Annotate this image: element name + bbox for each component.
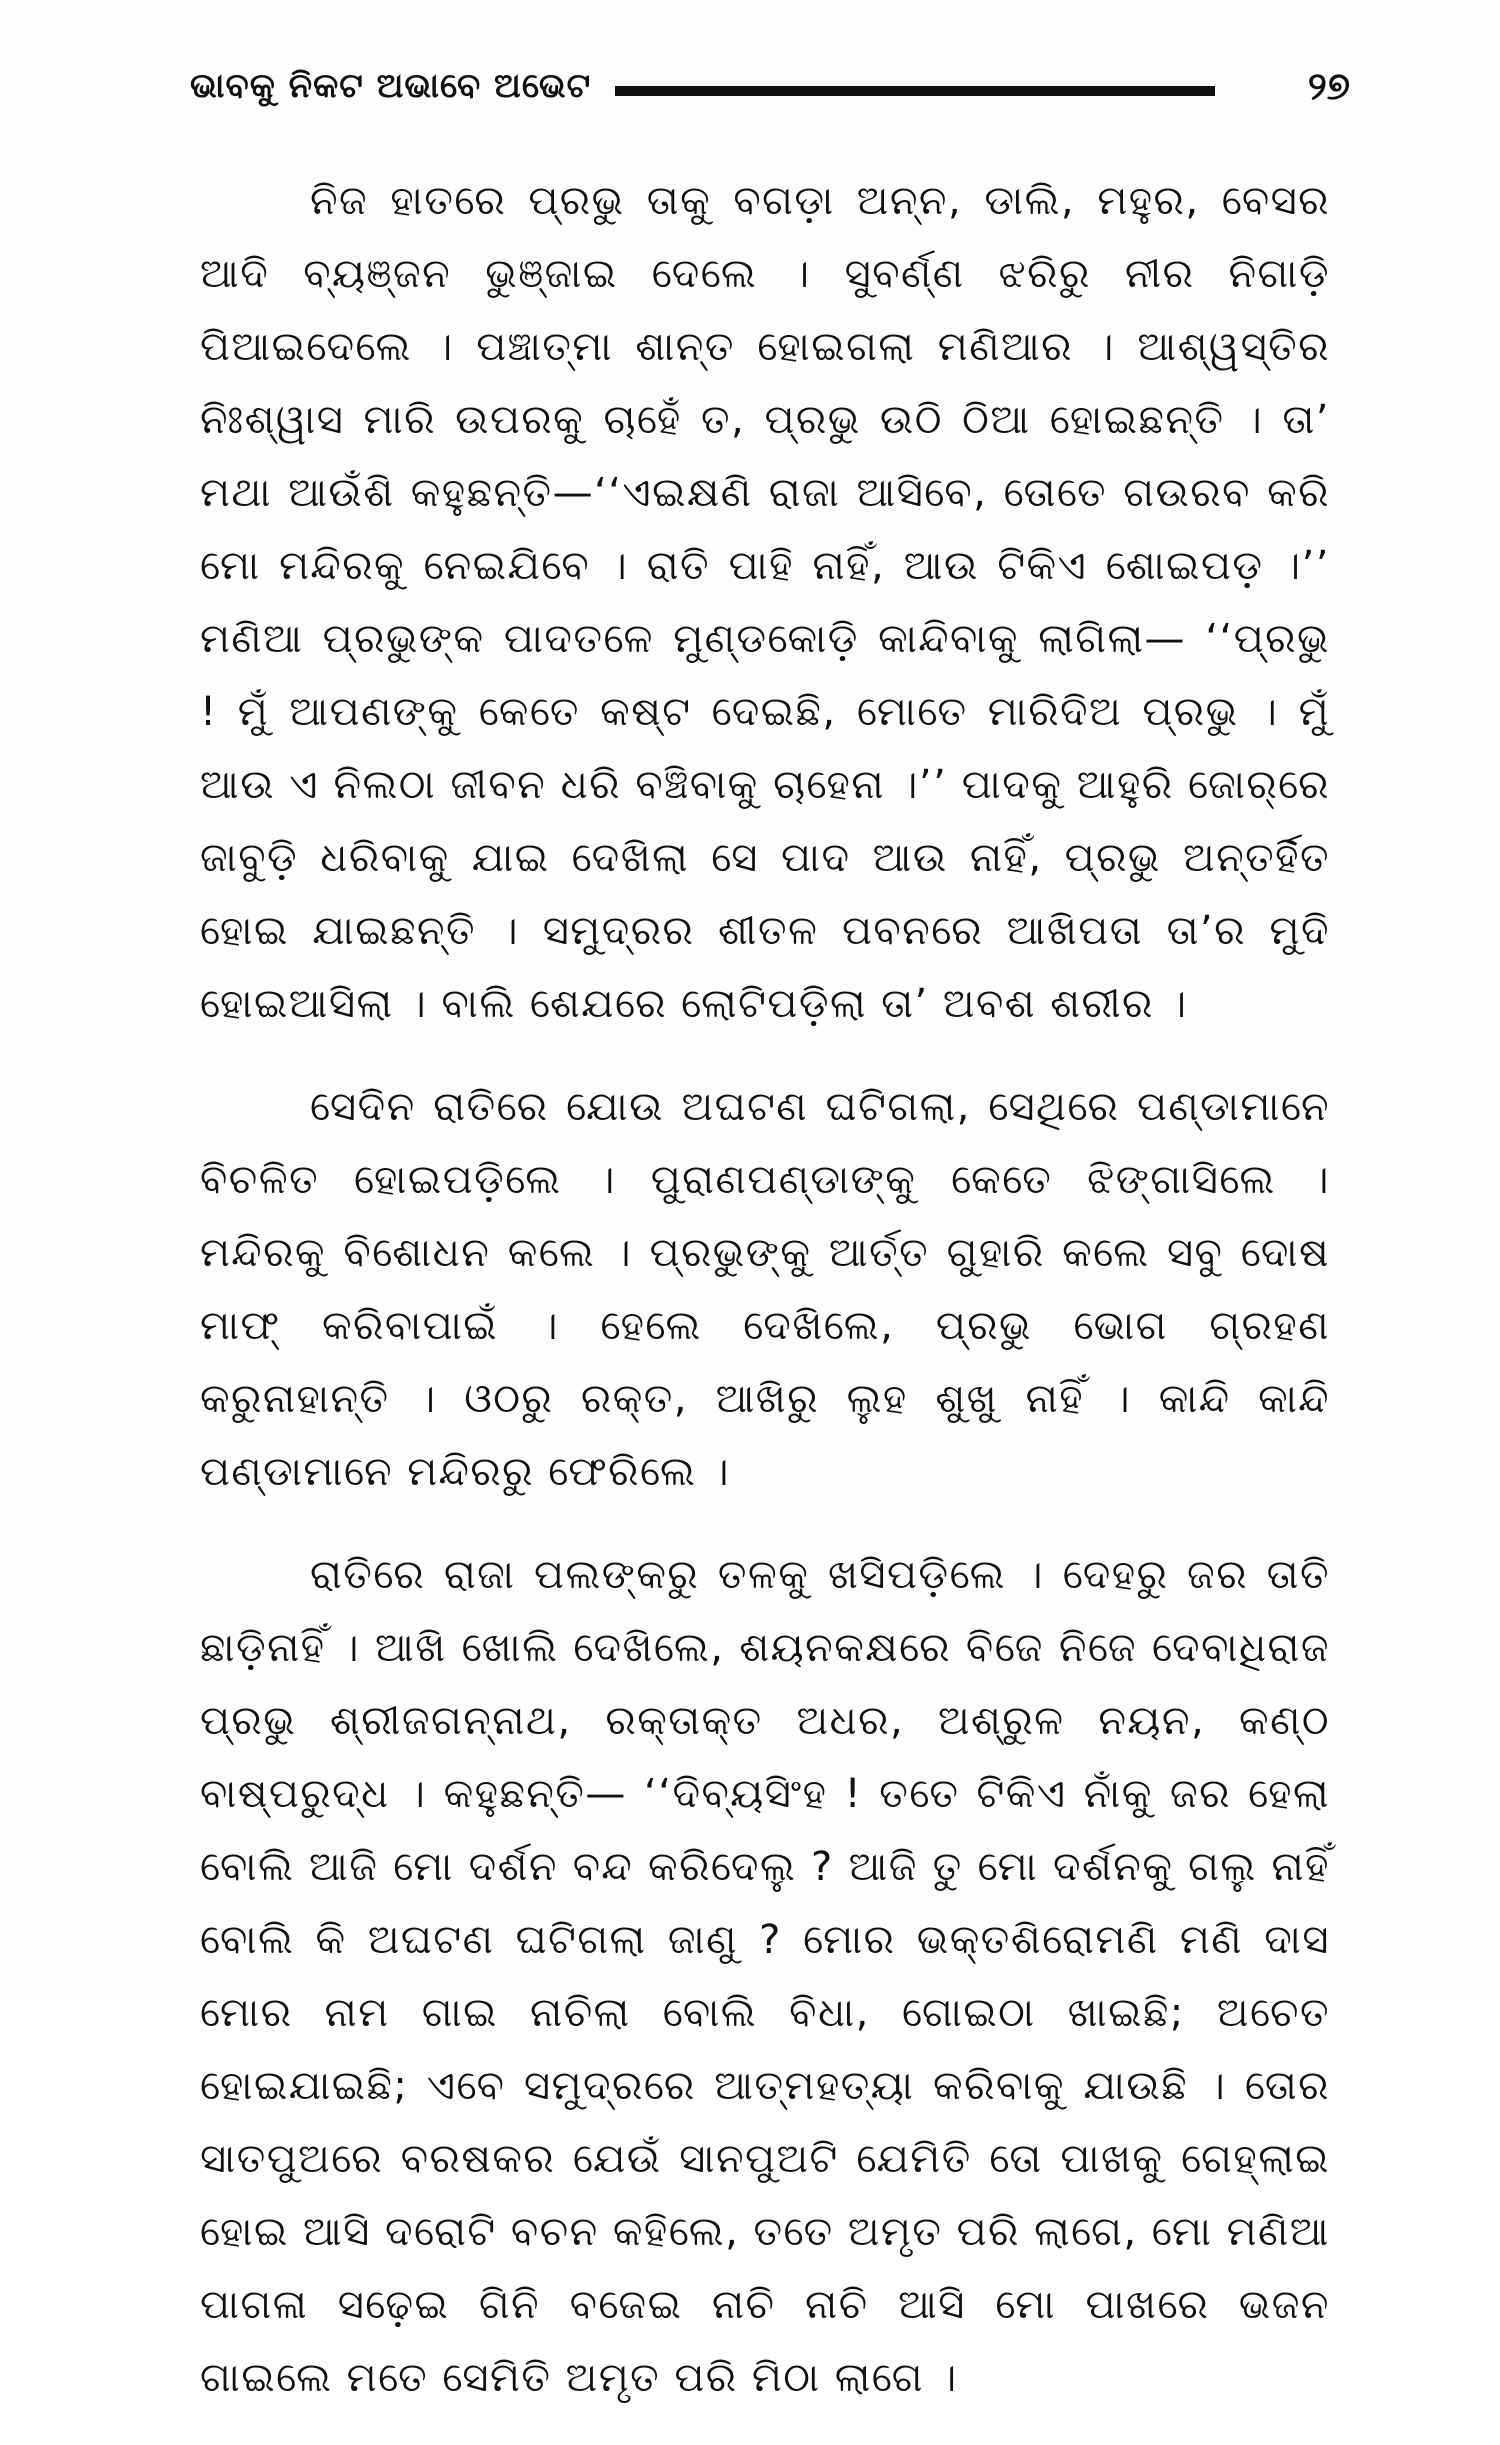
header-rule [615,86,1215,96]
paragraph-1: ନିଜ ହାତରେ ପ୍ରଭୁ ତାକୁ ବଗଡ଼ା ଅନ୍ନ, ଡାଲି, ମହୁର, ବେସର ଆଦି ବ୍ୟଞ୍ଜନ ଭୁଞ୍ଜାଇ ଦେଲେ । ସୁବର୍ଣ୍ଣ ଝରିରୁ ନୀର ନିଗାଡ଼ି ପିଆଇଦେଲେ । ପଞ୍ଚାତ୍ମା ଶାନ୍ତ ହୋଇଗଲା ମଣିଆର । ଆଶ୍ୱସ୍ତିର ନିଃଶ୍ୱାସ ମାରି ଉପରକୁ ଚାହେଁ ତ, ପ୍ରଭୁ ଉଠି ଠିଆ ହୋଇଛନ୍ତି । ତା’ ମଥା ଆଉଁଶି କହୁଛନ୍ତି—‘‘ଏଇକ୍ଷଣି ରାଜା ଆସିବେ, ତୋତେ ଗଉରବ କରି ମୋ ମନ୍ଦିରକୁ ନେଇଯିବେ । ରାତି ପାହି ନାହିଁ, ଆଉ ଟିକିଏ ଶୋଇପଡ଼ ।’’ ମଣିଆ ପ୍ରଭୁଙ୍କ ପାଦତଳେ ମୁଣ୍ଡକୋଡ଼ି କାନ୍ଦିବାକୁ ଲାଗିଲା— ‘‘ପ୍ରଭୁ ! ମୁଁ ଆପଣଙ୍କୁ କେତେ କଷ୍ଟ ଦେଇଛି, ମୋତେ ମାରିଦିଅ ପ୍ରଭୁ । ମୁଁ ଆଉ ଏ ନିଲଠା ଜୀବନ ଧରି ବଞ୍ଚିବାକୁ ଚାହେନା ।’’ ପାଦକୁ ଆହୁରି ଜୋର୍‌ରେ ଜାବୁଡ଼ି ଧରିବାକୁ ଯାଇ ଦେଖିଲା ସେ ପାଦ ଆଉ ନାହିଁ, ପ୍ରଭୁ ଅନ୍ତର୍ହିତ ହୋଇ ଯାଇଛନ୍ତି । ସମୁଦ୍ରର ଶୀତଳ ପବନରେ ଆଖିପତା ତା’ର ମୁଦି ହୋଇଆସିଲା । ବାଲି ଶେଯରେ ଲୋଟିପଡ଼ିଲା ତା’ ଅବଶ ଶରୀର । [200,178,1330,1027]
running-header [190,58,1350,118]
paragraph-3: ରାତିରେ ରାଜା ପଲଙ୍କରୁ ତଳକୁ ଖସିପଡ଼ିଲେ । ଦେହରୁ ଜର ତାତି ଛାଡ଼ିନାହିଁ । ଆଖି ଖୋଲି ଦେଖିଲେ, ଶୟନକକ୍ଷରେ ବିଜେ ନିଜେ ଦେବାଧିରାଜ ପ୍ରଭୁ ଶ୍ରୀଜଗନ୍ନାଥ, ରକ୍ତାକ୍ତ ଅଧର, ଅଶ୍ରୁଳ ନୟନ, କଣ୍ଠ ବାଷ୍ପରୁଦ୍ଧ । କହୁଛନ୍ତି— ‘‘ଦିବ୍ୟସିଂହ ! ତତେ ଟିକିଏ ନାଁକୁ ଜର ହେଲା ବୋଲି ଆଜି ମୋ ଦର୍ଶନ ବନ୍ଦ କରିଦେଲୁ ? ଆଜି ତୁ ମୋ ଦର୍ଶନକୁ ଗଲୁ ନାହିଁ ବୋଲି କି ଅଘଟଣ ଘଟିଗଲା ଜାଣୁ ? ମୋର ଭକ୍ତଶିରୋମଣି ମଣି ଦାସ ମୋର ନାମ ଗାଇ ନାଚିଲା ବୋଲି ବିଧା, ଗୋଇଠା ଖାଇଛି; ଅଚେତ ହୋଇଯାଇଛି; ଏବେ ସମୁଦ୍ରରେ ଆତ୍ମହତ୍ୟା କରିବାକୁ ଯାଉଛି । ତୋର ସାତପୁଅରେ ବରଷକର ଯେଉଁ ସାନପୁଅଟି ଯେମିତି ତୋ ପାଖକୁ ଗେହ୍ଲାଇ ହୋଇ ଆସି ଦରୋଟି ବଚନ କହିଲେ, ତତେ ଅମୃତ ପରି ଲାଗେ, ମୋ ମଣିଆ ପାଗଳା ସଢ଼େଇ ଗିନି ବଜେଇ ନାଚି ନାଚି ଆସି ମୋ ପାଖରେ ଭଜନ ଗାଇଲେ ମତେ ସେମିତି ଅମୃତ ପରି ମିଠା ଲାଗେ । [200,1552,1330,2401]
body-text [200,165,1330,2445]
chapter-title: ଭାବକୁ ନିକଟ ଅଭାବେ ଅଭେଟ [190,66,592,106]
paragraph-2: ସେଦିନ ରାତିରେ ଯୋଉ ଅଘଟଣ ଘଟିଗଲା, ସେଥିରେ ପଣ୍ଡାମାନେ ବିଚଳିତ ହୋଇପଡ଼ିଲେ । ପୁରାଣପଣ୍ଡାଙ୍କୁ କେତେ ଝିଙ୍ଗାସିଲେ । ମନ୍ଦିରକୁ ବିଶୋଧନ କଲେ । ପ୍ରଭୁଙ୍କୁ ଆର୍ତ୍ତ ଗୁହାରି କଲେ ସବୁ ଦୋଷ ମାଫ୍ କରିବାପାଇଁ । ହେଲେ ଦେଖିଲେ, ପ୍ରଭୁ ଭୋଗ ଗ୍ରହଣ କରୁନାହାନ୍ତି । ଓଠରୁ ରକ୍ତ, ଆଖିରୁ ଲୁହ ଶୁଖୁ ନାହିଁ । କାନ୍ଦି କାନ୍ଦି ପଣ୍ଡାମାନେ ମନ୍ଦିରରୁ ଫେରିଲେ । [200,1084,1330,1495]
page-number: ୨୭ [1307,64,1350,108]
